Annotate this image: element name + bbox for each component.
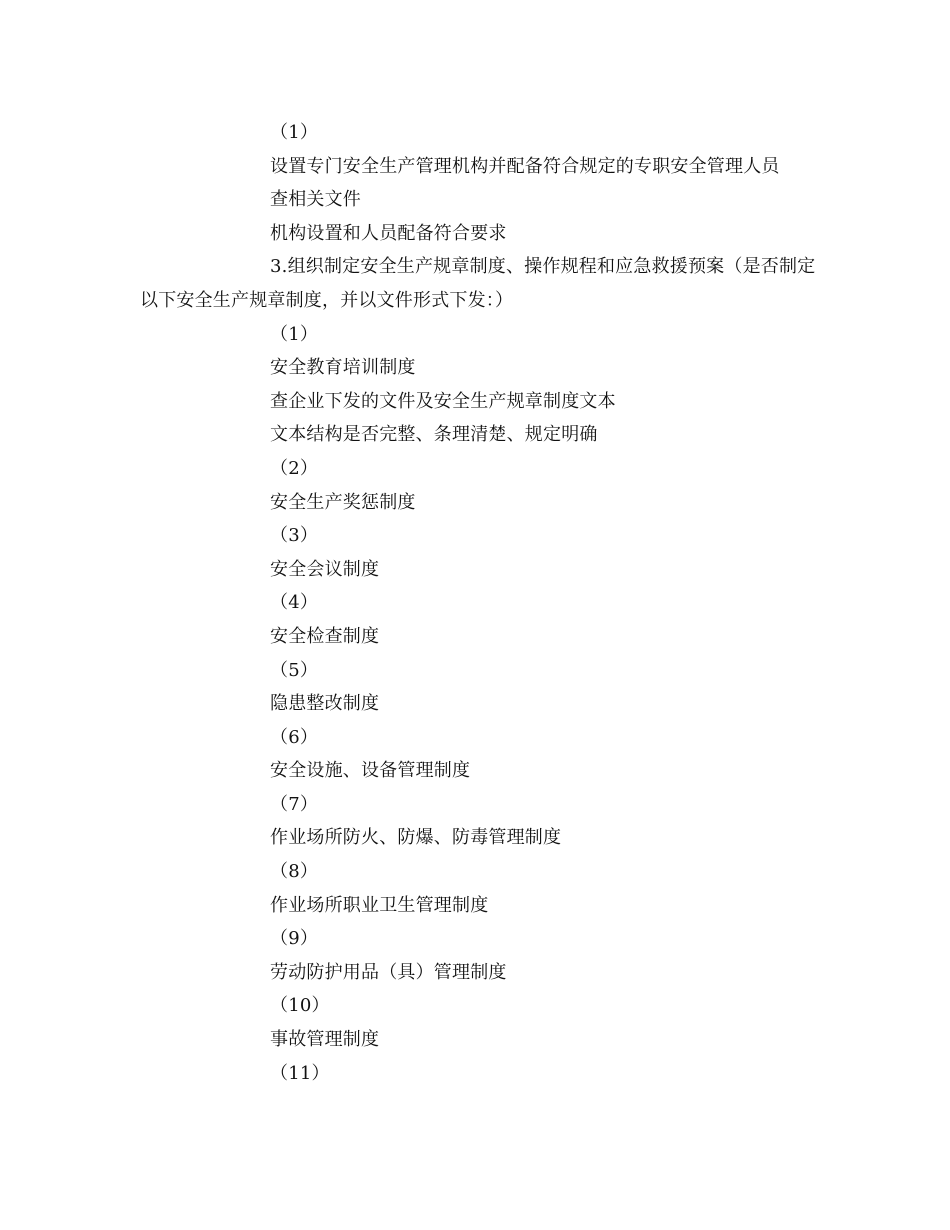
document-body: [140, 116, 830, 1090]
item-requirement: 事故管理制度: [270, 1029, 380, 1051]
item-requirement: 设置专门安全生产管理机构并配备符合规定的专职安全管理人员: [270, 155, 780, 177]
item-requirement: 安全设施、设备管理制度: [270, 760, 471, 782]
item-number: （4）: [270, 592, 319, 614]
item-check-method: 查相关文件: [270, 189, 361, 211]
item-requirement: 安全生产奖惩制度: [270, 491, 416, 513]
item-number: （3）: [270, 525, 319, 547]
item-number: （11）: [270, 1062, 330, 1084]
item-standard: 文本结构是否完整、条理清楚、规定明确: [270, 424, 598, 446]
item-number: （9）: [270, 928, 319, 950]
item-requirement: 作业场所职业卫生管理制度: [270, 894, 489, 916]
item-number: （5）: [270, 659, 319, 681]
item-check-method: 查企业下发的文件及安全生产规章制度文本: [270, 390, 616, 412]
item-standard: 机构设置和人员配备符合要求: [270, 222, 507, 244]
item-requirement: 安全检查制度: [270, 625, 380, 647]
item-number: （1）: [270, 122, 319, 143]
item-number: （7）: [270, 793, 319, 815]
item-requirement: 隐患整改制度: [270, 693, 380, 715]
item-requirement: 安全教育培训制度: [270, 357, 416, 379]
section-heading: 3.组织制定安全生产规章制度、操作规程和应急救援预案（是否制定以下安全生产规章制度，并以文件形式下发：）: [140, 256, 816, 311]
item-number: （10）: [270, 995, 330, 1017]
item-number: （6）: [270, 726, 319, 748]
item-number: （2）: [270, 457, 319, 479]
item-requirement: 作业场所防火、防爆、防毒管理制度: [270, 827, 562, 849]
item-number: （8）: [270, 861, 319, 883]
item-requirement: 安全会议制度: [270, 558, 380, 580]
item-requirement: 劳动防护用品（具）管理制度: [270, 961, 507, 983]
item-number: （1）: [270, 323, 319, 345]
